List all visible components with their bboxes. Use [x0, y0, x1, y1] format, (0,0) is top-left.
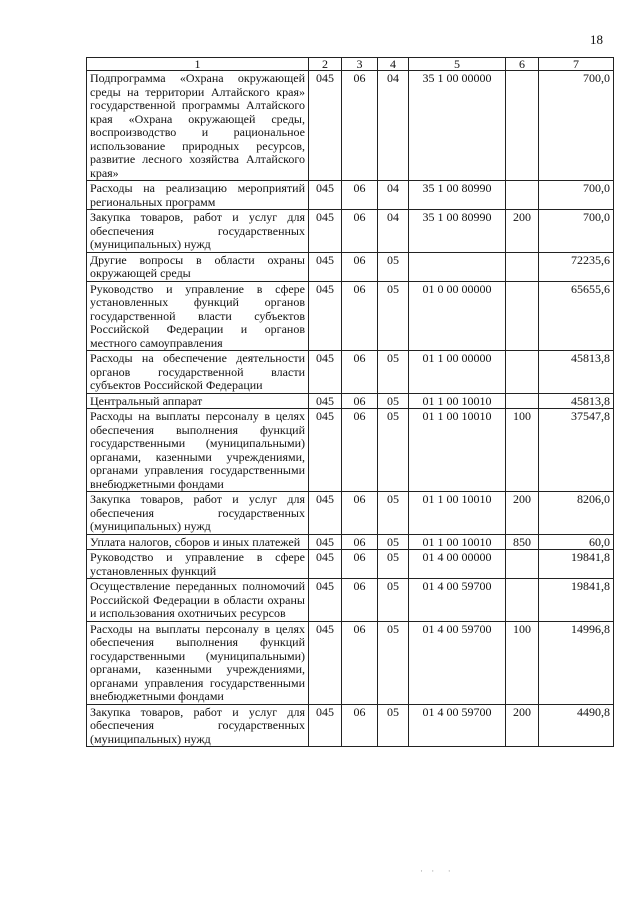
section-code-cell: 06 [342, 181, 378, 210]
ministry-code-cell: 045 [309, 534, 342, 550]
amount-cell: 72235,6 [539, 252, 614, 281]
subsection-code-cell: 05 [378, 579, 409, 622]
expense-type-cell: 100 [506, 621, 539, 704]
section-code-cell: 06 [342, 550, 378, 579]
header-cell: 2 [309, 58, 342, 71]
amount-cell: 700,0 [539, 71, 614, 181]
amount-cell: 60,0 [539, 534, 614, 550]
scan-marks: · · · [420, 866, 454, 876]
subsection-code-cell: 04 [378, 210, 409, 253]
table-row [87, 579, 614, 622]
subsection-code-cell: 05 [378, 534, 409, 550]
table-row [87, 281, 614, 351]
expense-type-cell [506, 71, 539, 181]
expense-type-cell [506, 252, 539, 281]
subsection-code-cell: 05 [378, 409, 409, 492]
ministry-code-cell: 045 [309, 252, 342, 281]
subsection-code-cell: 05 [378, 704, 409, 747]
ministry-code-cell: 045 [309, 351, 342, 394]
expense-name-cell: Расходы на выплаты персоналу в целях обеспечения выполнения функций государственными (муниципальными) органами, казенными учреждениями, органами управления государственными внебюджетными фондами [87, 409, 309, 492]
ministry-code-cell: 045 [309, 181, 342, 210]
target-item-cell: 01 4 00 59700 [409, 704, 506, 747]
page-number: 18 [590, 32, 603, 47]
expense-name-cell: Осуществление переданных полномочий Российской Федерации в области охраны и использования охотничьих ресурсов [87, 579, 309, 622]
amount-cell: 45813,8 [539, 393, 614, 409]
expense-name-cell: Расходы на реализацию мероприятий региональных программ [87, 181, 309, 210]
subsection-code-cell: 05 [378, 252, 409, 281]
subsection-code-cell: 04 [378, 181, 409, 210]
table-row [87, 621, 614, 704]
expense-type-cell [506, 181, 539, 210]
section-code-cell: 06 [342, 579, 378, 622]
amount-cell: 65655,6 [539, 281, 614, 351]
expense-type-cell: 850 [506, 534, 539, 550]
section-code-cell: 06 [342, 704, 378, 747]
expense-name-cell: Руководство и управление в сфере установленных функций [87, 550, 309, 579]
table-row [87, 252, 614, 281]
table-row [87, 409, 614, 492]
expense-type-cell: 100 [506, 409, 539, 492]
expense-type-cell: 200 [506, 210, 539, 253]
expense-name-cell: Другие вопросы в области охраны окружающей среды [87, 252, 309, 281]
amount-cell: 37547,8 [539, 409, 614, 492]
header-cell: 4 [378, 58, 409, 71]
expense-type-cell: 200 [506, 704, 539, 747]
ministry-code-cell: 045 [309, 71, 342, 181]
table-row [87, 210, 614, 253]
subsection-code-cell: 04 [378, 71, 409, 181]
table-row [87, 534, 614, 550]
target-item-cell: 01 1 00 00000 [409, 351, 506, 394]
expense-name-cell: Центральный аппарат [87, 393, 309, 409]
table-row [87, 704, 614, 747]
target-item-cell [409, 252, 506, 281]
ministry-code-cell: 045 [309, 621, 342, 704]
header-cell: 5 [409, 58, 506, 71]
expense-name-cell: Руководство и управление в сфере установленных функций органов государственной власти субъектов Российской Федерации и органов местного самоуправления [87, 281, 309, 351]
header-cell: 7 [539, 58, 614, 71]
section-code-cell: 06 [342, 409, 378, 492]
target-item-cell: 01 1 00 10010 [409, 393, 506, 409]
subsection-code-cell: 05 [378, 393, 409, 409]
amount-cell: 700,0 [539, 210, 614, 253]
ministry-code-cell: 045 [309, 579, 342, 622]
expense-name-cell: Закупка товаров, работ и услуг для обеспечения государственных (муниципальных) нужд [87, 210, 309, 253]
target-item-cell: 01 4 00 00000 [409, 550, 506, 579]
section-code-cell: 06 [342, 534, 378, 550]
expense-type-cell: 200 [506, 492, 539, 535]
subsection-code-cell: 05 [378, 550, 409, 579]
target-item-cell: 01 1 00 10010 [409, 492, 506, 535]
ministry-code-cell: 045 [309, 210, 342, 253]
amount-cell: 19841,8 [539, 550, 614, 579]
amount-cell: 700,0 [539, 181, 614, 210]
amount-cell: 45813,8 [539, 351, 614, 394]
subsection-code-cell: 05 [378, 621, 409, 704]
target-item-cell: 01 1 00 10010 [409, 534, 506, 550]
header-cell: 1 [87, 58, 309, 71]
amount-cell: 14996,8 [539, 621, 614, 704]
ministry-code-cell: 045 [309, 409, 342, 492]
table-row [87, 492, 614, 535]
expense-type-cell [506, 393, 539, 409]
amount-cell: 8206,0 [539, 492, 614, 535]
section-code-cell: 06 [342, 252, 378, 281]
table-row [87, 181, 614, 210]
table-row [87, 351, 614, 394]
section-code-cell: 06 [342, 281, 378, 351]
expense-type-cell [506, 281, 539, 351]
expense-type-cell [506, 351, 539, 394]
section-code-cell: 06 [342, 210, 378, 253]
expense-name-cell: Подпрограмма «Охрана окружающей среды на территории Алтайского края» государственной программы Алтайского края «Охрана окружающей среды, воспроизводство и рациональное использование природных ресурсов, развитие лесного хозяйства Алтайского края» [87, 71, 309, 181]
header-cell: 6 [506, 58, 539, 71]
expense-name-cell: Закупка товаров, работ и услуг для обеспечения государственных (муниципальных) нужд [87, 704, 309, 747]
section-code-cell: 06 [342, 71, 378, 181]
ministry-code-cell: 045 [309, 550, 342, 579]
target-item-cell: 01 1 00 10010 [409, 409, 506, 492]
budget-table [86, 57, 614, 747]
table-row [87, 550, 614, 579]
section-code-cell: 06 [342, 393, 378, 409]
expense-name-cell: Закупка товаров, работ и услуг для обеспечения государственных (муниципальных) нужд [87, 492, 309, 535]
table-row [87, 71, 614, 181]
header-cell: 3 [342, 58, 378, 71]
table-row [87, 393, 614, 409]
target-item-cell: 35 1 00 80990 [409, 181, 506, 210]
target-item-cell: 35 1 00 80990 [409, 210, 506, 253]
target-item-cell: 01 4 00 59700 [409, 579, 506, 622]
expense-type-cell [506, 579, 539, 622]
ministry-code-cell: 045 [309, 281, 342, 351]
section-code-cell: 06 [342, 492, 378, 535]
expense-name-cell: Расходы на выплаты персоналу в целях обеспечения выполнения функций государственными (муниципальными) органами, казенными учреждениями, органами управления государственными внебюджетными фондами [87, 621, 309, 704]
ministry-code-cell: 045 [309, 393, 342, 409]
section-code-cell: 06 [342, 351, 378, 394]
header-row [87, 58, 614, 71]
target-item-cell: 01 0 00 00000 [409, 281, 506, 351]
expense-name-cell: Расходы на обеспечение деятельности органов государственной власти субъектов Российской Федерации [87, 351, 309, 394]
amount-cell: 19841,8 [539, 579, 614, 622]
section-code-cell: 06 [342, 621, 378, 704]
amount-cell: 4490,8 [539, 704, 614, 747]
expense-name-cell: Уплата налогов, сборов и иных платежей [87, 534, 309, 550]
ministry-code-cell: 045 [309, 704, 342, 747]
subsection-code-cell: 05 [378, 281, 409, 351]
target-item-cell: 01 4 00 59700 [409, 621, 506, 704]
target-item-cell: 35 1 00 00000 [409, 71, 506, 181]
subsection-code-cell: 05 [378, 351, 409, 394]
expense-type-cell [506, 550, 539, 579]
ministry-code-cell: 045 [309, 492, 342, 535]
subsection-code-cell: 05 [378, 492, 409, 535]
